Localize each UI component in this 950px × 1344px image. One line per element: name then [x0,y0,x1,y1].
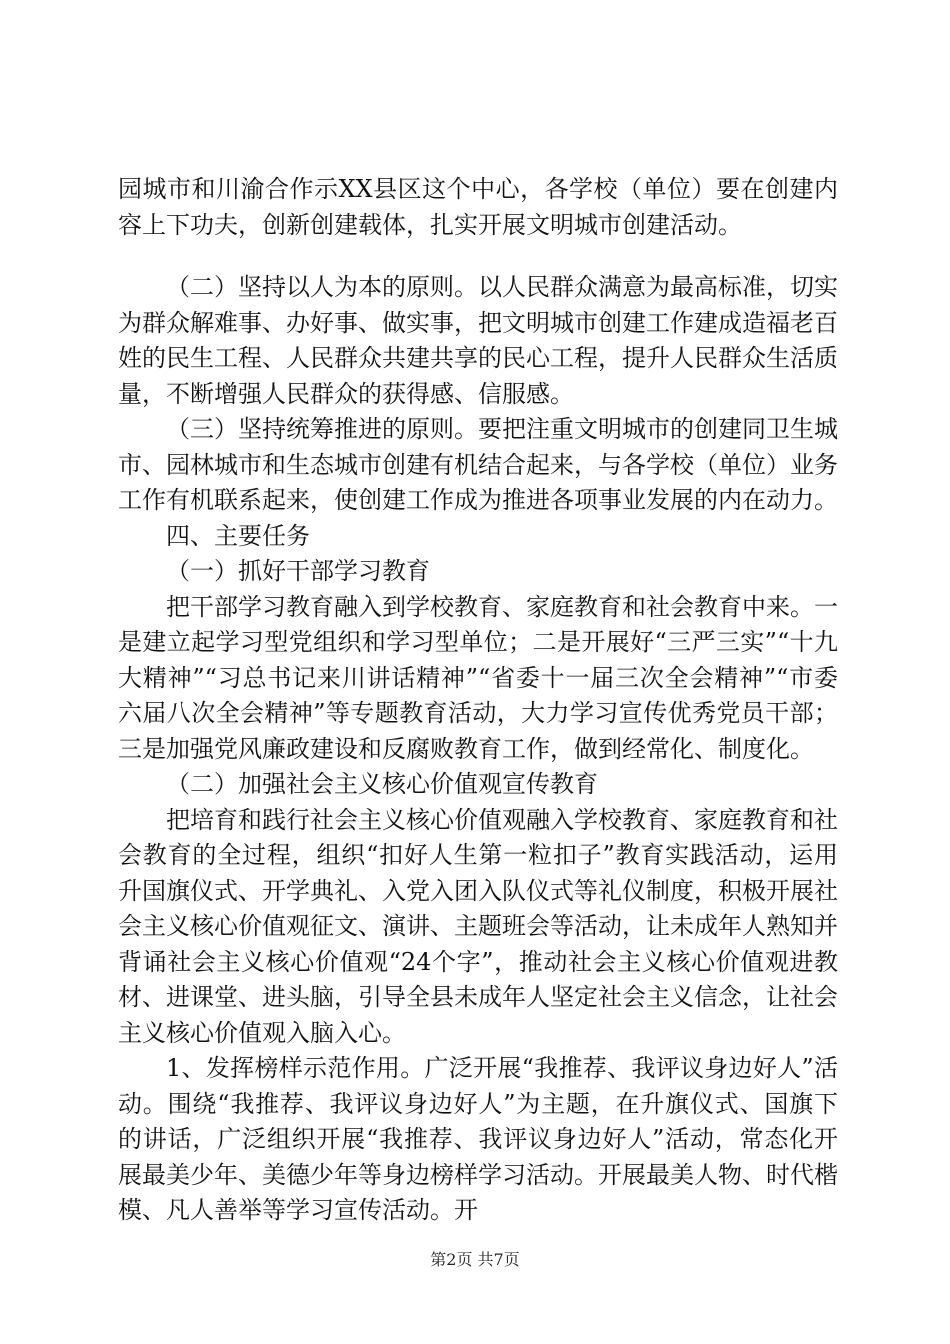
document-body [118,172,838,1229]
paragraph-continuation: 园城市和川渝合作示XX县区这个中心，各学校（单位）要在创建内容上下功夫，创新创建载体，扎实开展文明城市创建活动。 [118,175,838,239]
paragraph-principle-2: （二）坚持以人为本的原则。以人民群众满意为最高标准，切实为群众解难事、办好事、做实事，把文明城市创建工作建成造福老百姓的民生工程、人民群众共建共享的民心工程，提升人民群众生活质量，不断增强人民群众的获得感、信服感。 [118,273,838,408]
paragraph-principle-3: （三）坚持统筹推进的原则。要把注重文明城市的创建同卫生城市、园林城市和生态城市创建有机结合起来，与各学校（单位）业务工作有机联系起来，使创建工作成为推进各项事业发展的内在动力。 [118,415,838,514]
paragraph-gap [118,243,838,270]
paragraph-role-models: 1、发挥榜样示范作用。广泛开展“我推荐、我评议身边好人”活动。围绕“我推荐、我评议身边好人”为主题，在升旗仪式、国旗下的讲话，广泛组织开展“我推荐、我评议身边好人”活动，常态化开展最美少年、美德少年等身边榜样学习活动。开展最美人物、时代楷模、凡人善举等学习宣传活动。开 [118,1054,838,1224]
paragraph-core-values: 把培育和践行社会主义核心价值观融入学校教育、家庭教育和社会教育的全过程，组织“扣好人生第一粒扣子”教育实践活动，运用升国旗仪式、开学典礼、入党入团入队仪式等礼仪制度，积极开展社会主义核心价值观征文、演讲、主题班会等活动，让未成年人熟知并背诵社会主义核心价值观“24个字”，推动社会主义核心价值观进教材、进课堂、进头脑，引导全县未成年人坚定社会主义信念，让社会主义核心价值观入脑入心。 [118,805,838,1047]
subheading-core-values: （二）加强社会主义核心价值观宣传教育 [166,770,598,798]
section-heading-main-tasks: 四、主要任务 [166,521,310,550]
subheading-cadre-education: （一）抓好干部学习教育 [166,557,430,585]
page-footer: 第2页 共7页 [430,1250,520,1269]
paragraph-cadre-education: 把干部学习教育融入到学校教育、家庭教育和社会教育中来。一是建立起学习型党组织和学习型单位；二是开展好“三严三实”“十九大精神”“习总书记来川讲话精神”“省委十一届三次全会精神”“市委六届八次全会精神”等专题教育活动，大力学习宣传优秀党员干部；三是加强党风廉政建设和反腐败教育工作，做到经常化、制度化。 [118,592,838,763]
